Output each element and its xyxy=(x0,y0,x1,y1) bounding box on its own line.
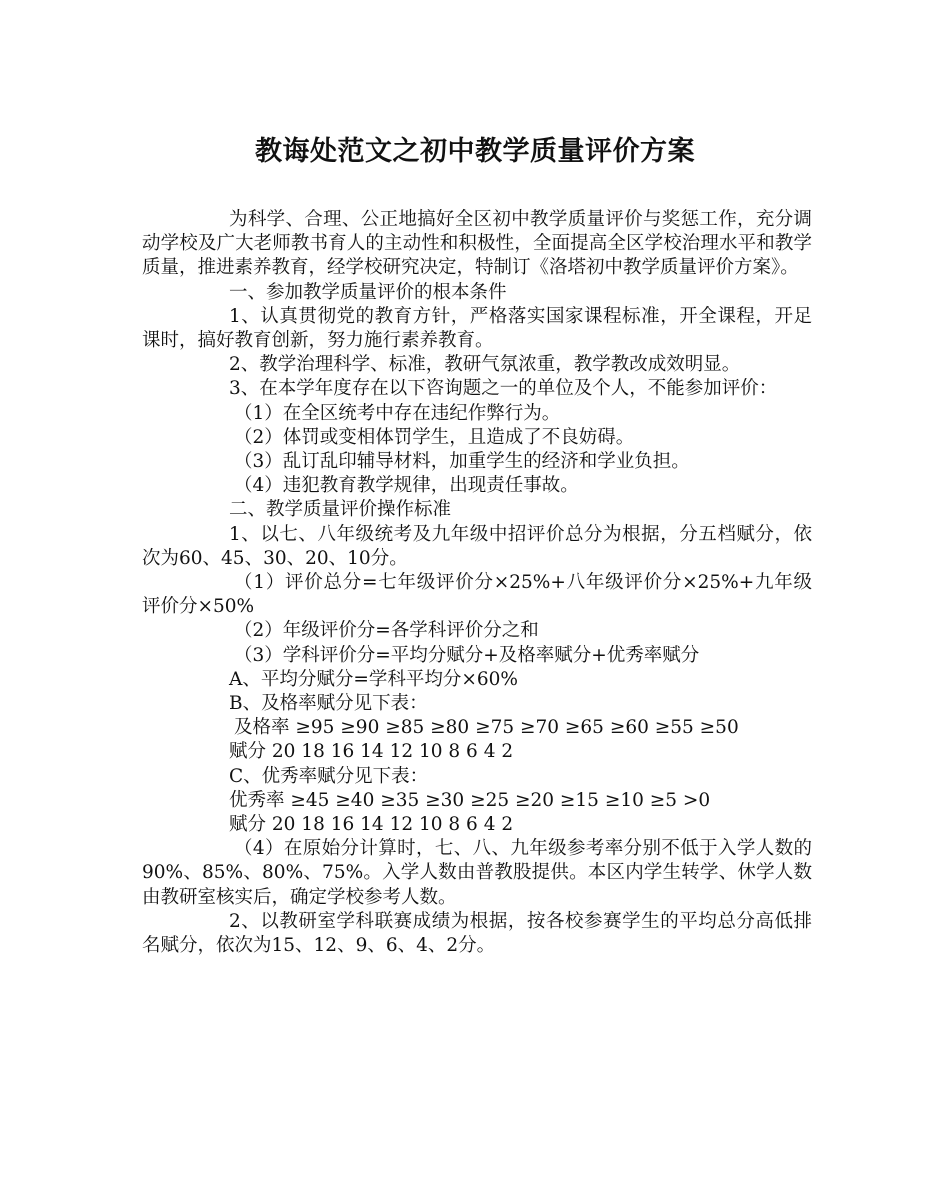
formula-subject-score: （3）学科评价分=平均分赋分+及格率赋分+优秀率赋分 xyxy=(234,644,700,666)
pass-rate-score-row: 赋分 20 18 16 14 12 10 8 6 4 2 xyxy=(229,741,514,763)
formula-average-score: A、平均分赋分=学科平均分×60% xyxy=(229,668,518,690)
exclusion-item-1: （1）在全区统考中存在违纪作弊行为。 xyxy=(234,402,561,424)
exclusion-item-4: （4）违犯教育教学规律，出现责任事故。 xyxy=(234,475,579,497)
intro-paragraph: 为科学、合理、公正地搞好全区初中教学质量评价与奖惩工作，充分调动学校及广大老师教书育人的主动性和积极性，全面提高全区学校治理水平和教学质量，推进素养教育，经学校研究决定，特制订《洛塔初中教学质量评价方案》。 xyxy=(142,209,812,279)
participation-rate-paragraph: （4）在原始分计算时，七、八、九年级参考率分别不低于入学人数的90%、85%、80%、75%。入学人数由普教股提供。本区内学生转学、休学人数由教研室核实后，确定学校参考人数。 xyxy=(142,838,812,908)
excellence-rate-score-row: 赋分 20 18 16 14 12 10 8 6 4 2 xyxy=(229,814,514,836)
pass-rate-table-caption: B、及格率赋分见下表： xyxy=(229,693,428,715)
formula-grade-score: （2）年级评价分=各学科评价分之和 xyxy=(234,620,539,642)
document-body xyxy=(142,208,812,958)
excellence-rate-row: 优秀率 ≥45 ≥40 ≥35 ≥30 ≥25 ≥20 ≥15 ≥10 ≥5 >0 xyxy=(229,789,711,811)
document-title: 教诲处范文之初中教学质量评价方案 xyxy=(255,136,695,167)
pass-rate-row: 及格率 ≥95 ≥90 ≥85 ≥80 ≥75 ≥70 ≥65 ≥60 ≥55 ≥50 xyxy=(234,717,739,739)
section-heading-1: 一、参加教学质量评价的根本条件 xyxy=(229,281,507,303)
standard-item-1: 1、以七、八年级统考及九年级中招评价总分为根据，分五档赋分，依次为60、45、30、20、10分。 xyxy=(142,523,812,569)
excellence-rate-table-caption: C、优秀率赋分见下表： xyxy=(229,765,429,787)
condition-item-1: 1、认真贯彻党的教育方针，严格落实国家课程标准，开全课程，开足课时，搞好教育创新，努力施行素养教育。 xyxy=(142,305,812,352)
condition-item-3: 3、在本学年度存在以下咨询题之一的单位及个人，不能参加评价： xyxy=(229,378,778,400)
formula-total-score: （1）评价总分=七年级评价分×25%+八年级评价分×25%+九年级评价分×50% xyxy=(142,572,812,618)
exclusion-item-3: （3）乱订乱印辅导材料，加重学生的经济和学业负担。 xyxy=(234,451,690,473)
standard-item-2: 2、以教研室学科联赛成绩为根据，按各校参赛学生的平均总分高低排名赋分，依次为15、12、9、6、4、2分。 xyxy=(142,910,812,957)
condition-item-2: 2、教学治理科学、标准，教研气氛浓重，教学教改成效明显。 xyxy=(229,354,741,376)
section-heading-2: 二、教学质量评价操作标准 xyxy=(229,499,452,521)
exclusion-item-2: （2）体罚或变相体罚学生，且造成了不良妨碍。 xyxy=(234,426,635,448)
